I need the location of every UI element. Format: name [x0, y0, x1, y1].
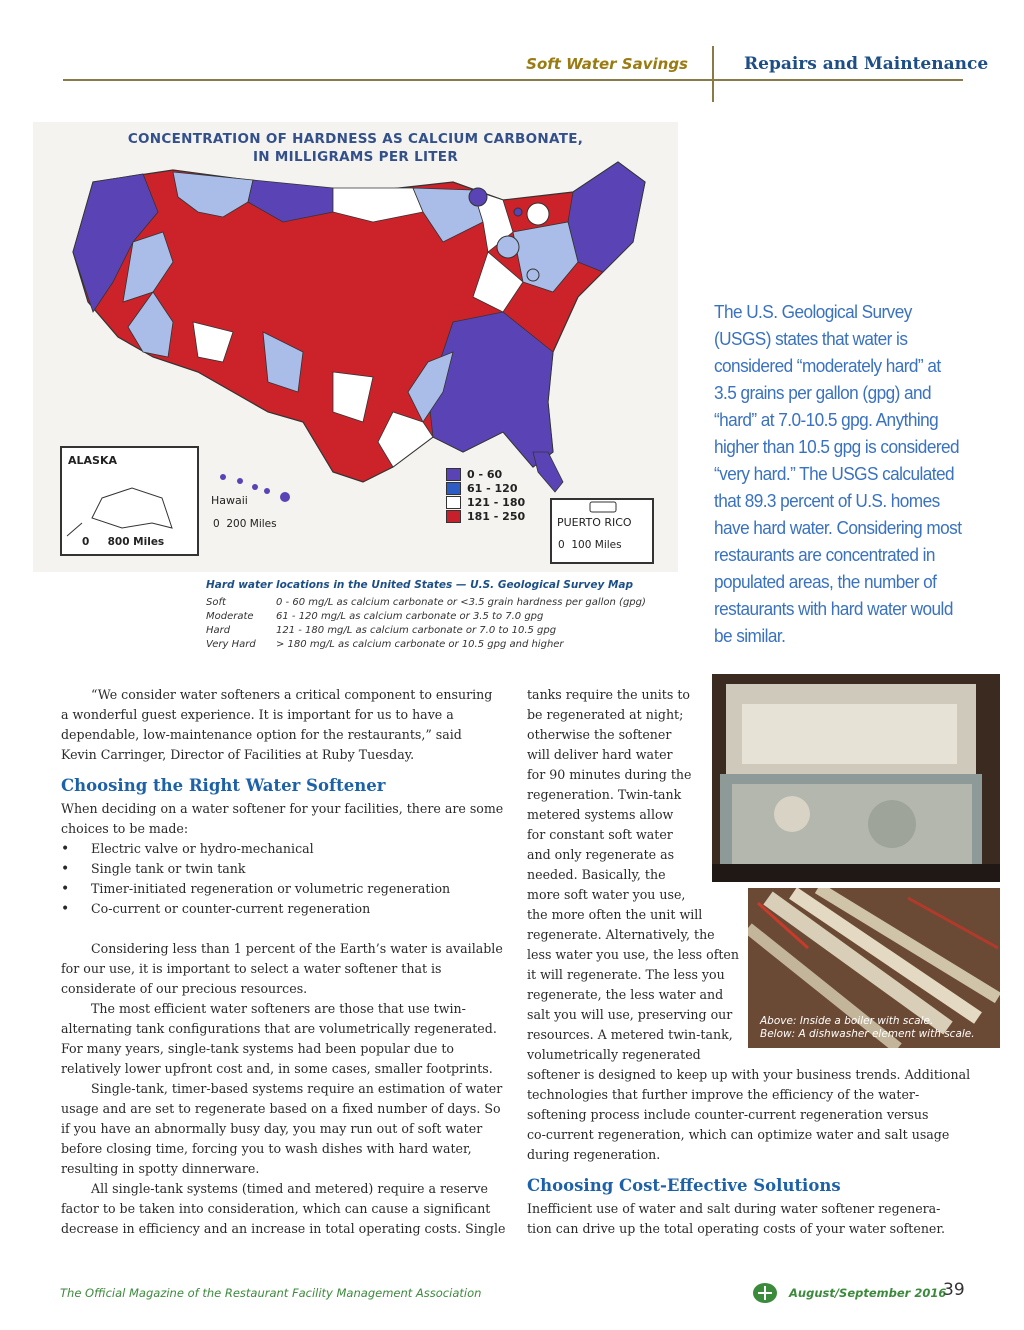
- photo-caption: Above: Inside a boiler with scale. Below: A dishwasher element with scale.: [760, 1015, 975, 1040]
- legend-item: 61 - 120: [446, 482, 518, 495]
- usgs-callout: The U.S. Geological Survey (USGS) states that water is considered “moderately hard” at 3.5 grains per gallon (gpg) and “hard” at 7.0-10.5 gpg. Anything higher than 10.5 gpg is considered “very hard.” The USGS calculated that 89.3 percent of U.S. homes have hard water. Considering most restaurants are concentrated in populated areas, the number of restaurants with hard water would be similar.: [714, 301, 962, 646]
- map-caption-title: Hard water locations in the United States — U.S. Geological Survey Map: [206, 579, 633, 591]
- hardness-map: [33, 122, 678, 572]
- puerto-rico-shape: [552, 500, 652, 562]
- list-item: • Electric valve or hydro-mechanical: [61, 839, 501, 859]
- caption-row: Moderate 61 - 120 mg/L as calcium carbonate or 3.5 to 7.0 gpg: [206, 611, 544, 622]
- map-title: CONCENTRATION OF HARDNESS AS CALCIUM CARBONATE, IN MILLIGRAMS PER LITER: [127, 131, 584, 165]
- legend-item: 181 - 250: [446, 510, 525, 523]
- category-title: Repairs and Maintenance: [744, 54, 989, 74]
- caption-row: Soft 0 - 60 mg/L as calcium carbonate or <3.5 grain hardness per gallon (gpg): [206, 597, 646, 608]
- heading-right-softener: Choosing the Right Water Softener: [61, 776, 386, 795]
- magazine-name: The Official Magazine of the Restaurant Facility Management Association: [60, 1286, 482, 1300]
- caption-row: Very Hard > 180 mg/L as calcium carbonate or 10.5 gpg and higher: [206, 639, 564, 650]
- issue-date: August/September 2016: [789, 1286, 947, 1300]
- hawaii-islands: [205, 467, 305, 507]
- caption-row: Hard 121 - 180 mg/L as calcium carbonate or 7.0 to 10.5 gpg: [206, 625, 557, 636]
- puerto-rico-inset: [550, 498, 654, 564]
- list-item: • Co-current or counter-current regeneration: [61, 899, 501, 919]
- legend-item: 0 - 60: [446, 468, 502, 481]
- puerto-rico-label: PUERTO RICO: [557, 516, 632, 529]
- list-item: • Timer-initiated regeneration or volumetric regeneration: [61, 879, 501, 899]
- alaska-inset: [60, 446, 199, 556]
- boiler-photo-graphic: [712, 674, 1000, 882]
- hawaii-label: Hawaii: [211, 494, 248, 507]
- column-1: “We consider water softeners a critical component to ensuring a wonderful guest experience. It is important for us to have a dependable, low-maintenance option for the restaurants,” said Kevin Carringer, Director of Facilities at Ruby Tuesday. Choosing the Right Water Softener When deciding on a water softener for your facilities, there are some choices to be made: • Electric valve or hydro-mechanical • Single tank or twin tank • Timer-initiated regeneration or volumetric regeneration • Co-current or counter-current regeneration Considering less than 1 percent of the Earth’s water is available for our use, it is important to select a water softener that is considerate of our precious resources. The most efficient water softeners are those that use twin- alternating tank configurations that are volumetrically regenerated. For many years, single-tank systems had been popular due to relatively lower upfront cost and, in some cases, smaller footprints. Single-tank, timer-based systems require an estimation of water usage and are set to regenerate based on a fixed number of days. So if you have an abnormally busy day, you may run out of soft water before closing time, forcing you to wash dishes with hard water, resulting in spotty dinnerware. All single-tank systems (timed and metered) require a reserve factor to be taken into consideration, which can cause a significant decrease in efficiency and an increase in total operating costs. Single: [61, 685, 501, 1239]
- header-rule: [63, 79, 963, 81]
- rfma-logo-icon: [752, 1282, 778, 1304]
- header-divider: [712, 46, 714, 102]
- alaska-scale: 0 800 Miles: [82, 536, 165, 548]
- column-2: tanks require the units to be regenerated at night; otherwise the softener will deliver hard water for 90 minutes during the regeneration. Twin-tank metered systems allow for constant soft water and only regenerate as needed. Basically, the more soft water you use, the more often the unit will regenerate. Alternatively, the less water you use, the less often it will regenerate. The less you regenerate, the less water and salt you will use, preserving our resources. A metered twin-tank, volumetrically regenerated softener is designed to keep up with your business trends. Additional technologies that further improve the efficiency of the water- softening process include counter-current regeneration versus co-current regeneration, which can optimize water and salt usage during regeneration. Choosing Cost-Effective Solutions Inefficient use of water and salt during water softener regenera- tion can drive up the total operating costs of your water softener.: [527, 687, 971, 1236]
- hawaii-scale: 0 200 Miles: [213, 518, 277, 530]
- section-title: Soft Water Savings: [526, 55, 688, 73]
- boiler-scale-photo: [712, 674, 1000, 882]
- legend-item: 121 - 180: [446, 496, 525, 509]
- list-item: • Single tank or twin tank: [61, 859, 501, 879]
- page-number: 39: [943, 1280, 965, 1300]
- alaska-label: ALASKA: [68, 454, 117, 467]
- heading-cost-effective: Choosing Cost-Effective Solutions: [527, 1176, 841, 1195]
- map-legend: [446, 468, 546, 528]
- puerto-rico-scale: 0 100 Miles: [558, 539, 622, 551]
